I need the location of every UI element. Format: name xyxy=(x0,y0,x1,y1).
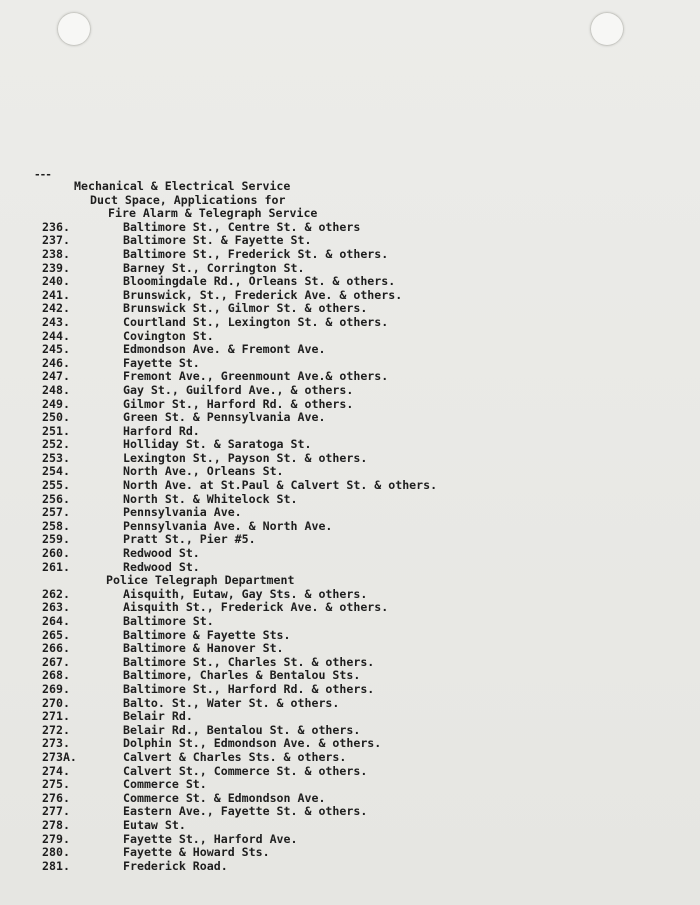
entry-description: Baltimore St. xyxy=(123,614,214,628)
entry-description: Baltimore St., Harford Rd. & others. xyxy=(123,681,375,696)
entry-description: Redwood St. xyxy=(123,546,200,561)
entry-description: Edmondson Ave. & Fremont Ave. xyxy=(123,342,326,357)
entry-number: 254. xyxy=(42,464,70,479)
entry-number: 237. xyxy=(42,233,70,248)
entry-row xyxy=(0,629,700,643)
entry-row xyxy=(0,343,700,357)
entry-row xyxy=(0,615,700,629)
entry-number: 261. xyxy=(42,559,70,574)
heading-sub: Duct Space, Applications for xyxy=(90,192,286,207)
entry-description: Gilmor St., Harford Rd. & others. xyxy=(123,396,354,411)
entry-number: 272. xyxy=(42,722,70,737)
margin-dash: --- xyxy=(34,168,51,181)
entry-number: 271. xyxy=(42,709,70,724)
entry-number: 273A. xyxy=(42,749,77,764)
entry-row xyxy=(0,262,700,276)
entry-row xyxy=(0,669,700,683)
entry-row xyxy=(0,601,700,615)
entry-row xyxy=(0,248,700,262)
entry-number: 243. xyxy=(42,314,70,329)
entry-description: Calvert St., Commerce St. & others. xyxy=(123,763,368,778)
entry-row xyxy=(0,683,700,697)
entry-description: Commerce St. xyxy=(123,777,207,792)
entry-row xyxy=(0,452,700,466)
entry-number: 265. xyxy=(42,627,70,642)
entry-row xyxy=(0,384,700,398)
entry-description: Commerce St. & Edmondson Ave. xyxy=(123,790,326,805)
entry-description: Gay St., Guilford Ave., & others. xyxy=(123,382,354,397)
entry-number: 280. xyxy=(42,845,70,860)
entry-description: Green St. & Pennsylvania Ave. xyxy=(123,410,326,425)
entry-row xyxy=(0,833,700,847)
entry-number: 241. xyxy=(42,287,70,302)
punch-hole-right xyxy=(590,12,624,46)
entry-number: 268. xyxy=(42,668,70,683)
section-heading-fire-alarm: Fire Alarm & Telegraph Service xyxy=(108,206,318,221)
entry-description: Baltimore St., Centre St. & others xyxy=(123,219,361,234)
entry-row xyxy=(0,656,700,670)
entry-row xyxy=(0,860,700,874)
entry-description: Baltimore & Hanover St. xyxy=(123,641,284,656)
entry-row xyxy=(0,275,700,289)
entry-number: 242. xyxy=(42,301,70,316)
entry-number: 260. xyxy=(42,546,70,561)
entry-description: Eutaw St. xyxy=(123,817,186,832)
heading-row xyxy=(0,180,700,194)
entry-number: 256. xyxy=(42,491,70,506)
entry-description: Baltimore & Fayette Sts. xyxy=(123,627,291,642)
entry-description: Baltimore St., Charles St. & others. xyxy=(123,654,375,669)
entry-description: North St. & Whitelock St. xyxy=(123,491,298,506)
entry-description: Fayette & Howard Sts. xyxy=(123,845,270,860)
entry-row xyxy=(0,724,700,738)
entry-row xyxy=(0,533,700,547)
entry-number: 262. xyxy=(42,586,70,601)
entry-description: Calvert & Charles Sts. & others. xyxy=(123,749,347,764)
entry-number: 258. xyxy=(42,518,70,533)
entry-row xyxy=(0,289,700,303)
entry-description: Frederick Road. xyxy=(123,858,228,873)
entry-description: Courtland St., Lexington St. & others. xyxy=(123,314,389,329)
section-heading-police: Police Telegraph Department xyxy=(106,573,295,588)
entry-description: North Ave., Orleans St. xyxy=(123,464,284,479)
entry-description: Belair Rd. xyxy=(123,709,193,724)
entry-description: Harford Rd. xyxy=(123,423,200,438)
police-telegraph-entries xyxy=(0,588,700,873)
entry-row xyxy=(0,411,700,425)
entry-row xyxy=(0,506,700,520)
entry-description: Aisquith St., Frederick Ave. & others. xyxy=(123,600,389,615)
entry-description: Aisquith, Eutaw, Gay Sts. & others. xyxy=(123,586,368,601)
heading-main: Mechanical & Electrical Service xyxy=(74,179,291,193)
entry-description: Redwood St. xyxy=(123,559,200,574)
entry-row xyxy=(0,765,700,779)
entry-description: Holliday St. & Saratoga St. xyxy=(123,437,312,452)
entry-row xyxy=(0,846,700,860)
entry-description: Barney St., Corrington St. xyxy=(123,260,305,275)
entry-number: 249. xyxy=(42,396,70,411)
entry-number: 276. xyxy=(42,790,70,805)
entry-number: 273. xyxy=(42,736,70,751)
entry-row xyxy=(0,520,700,534)
entry-row xyxy=(0,751,700,765)
entry-number: 255. xyxy=(42,478,70,493)
entry-row xyxy=(0,370,700,384)
section-row xyxy=(0,207,700,221)
entry-row xyxy=(0,316,700,330)
entry-description: Brunswick St., Gilmor St. & others. xyxy=(123,301,368,316)
entry-number: 238. xyxy=(42,246,70,261)
entry-number: 269. xyxy=(42,681,70,696)
entry-number: 252. xyxy=(42,437,70,452)
entry-number: 239. xyxy=(42,260,70,275)
entry-row xyxy=(0,805,700,819)
entry-number: 259. xyxy=(42,532,70,547)
entry-row xyxy=(0,737,700,751)
entry-row xyxy=(0,710,700,724)
entry-row xyxy=(0,561,700,575)
entry-number: 250. xyxy=(42,410,70,425)
entry-description: Belair Rd., Bentalou St. & others. xyxy=(123,722,361,737)
entry-number: 263. xyxy=(42,600,70,615)
entry-number: 275. xyxy=(42,777,70,792)
entry-description: Baltimore, Charles & Bentalou Sts. xyxy=(123,668,361,683)
entry-row xyxy=(0,792,700,806)
entry-description: Pennsylvania Ave. xyxy=(123,505,242,520)
entry-number: 257. xyxy=(42,505,70,520)
entry-row xyxy=(0,425,700,439)
entry-description: Fayette St. xyxy=(123,355,200,370)
entry-row xyxy=(0,547,700,561)
entry-row xyxy=(0,302,700,316)
entry-number: 248. xyxy=(42,382,70,397)
entry-row xyxy=(0,493,700,507)
entry-description: Covington St. xyxy=(123,328,214,343)
entry-description: Pennsylvania Ave. & North Ave. xyxy=(123,518,333,533)
entry-description: Pratt St., Pier #5. xyxy=(123,532,256,547)
entry-number: 270. xyxy=(42,695,70,710)
entry-row xyxy=(0,778,700,792)
entry-row xyxy=(0,642,700,656)
entry-row xyxy=(0,398,700,412)
entry-number: 277. xyxy=(42,804,70,819)
entry-number: 264. xyxy=(42,614,70,628)
index-listing xyxy=(0,180,700,873)
entry-description: Eastern Ave., Fayette St. & others. xyxy=(123,804,368,819)
entry-row xyxy=(0,479,700,493)
entry-number: 240. xyxy=(42,274,70,289)
section-row xyxy=(0,574,700,588)
entry-row xyxy=(0,234,700,248)
entry-row xyxy=(0,588,700,602)
entry-description: Bloomingdale Rd., Orleans St. & others. xyxy=(123,274,396,289)
entry-row xyxy=(0,357,700,371)
entry-number: 236. xyxy=(42,219,70,234)
entry-number: 278. xyxy=(42,817,70,832)
entry-description: Brunswick, St., Frederick Ave. & others. xyxy=(123,287,403,302)
punch-hole-left xyxy=(57,12,91,46)
entry-row xyxy=(0,819,700,833)
entry-number: 244. xyxy=(42,328,70,343)
entry-description: Fayette St., Harford Ave. xyxy=(123,831,298,846)
entry-number: 251. xyxy=(42,423,70,438)
entry-number: 245. xyxy=(42,342,70,357)
entry-row xyxy=(0,221,700,235)
entry-number: 267. xyxy=(42,654,70,669)
entry-description: Baltimore St., Frederick St. & others. xyxy=(123,246,389,261)
entry-number: 253. xyxy=(42,450,70,465)
entry-row xyxy=(0,697,700,711)
entry-description: Dolphin St., Edmondson Ave. & others. xyxy=(123,736,382,751)
entry-number: 266. xyxy=(42,641,70,656)
entry-description: Fremont Ave., Greenmount Ave.& others. xyxy=(123,369,389,384)
entry-number: 247. xyxy=(42,369,70,384)
entry-description: Lexington St., Payson St. & others. xyxy=(123,450,368,465)
fire-alarm-entries xyxy=(0,221,700,574)
entry-number: 246. xyxy=(42,355,70,370)
entry-row xyxy=(0,330,700,344)
entry-description: Baltimore St. & Fayette St. xyxy=(123,233,312,248)
entry-row xyxy=(0,465,700,479)
entry-description: North Ave. at St.Paul & Calvert St. & others. xyxy=(123,478,438,493)
entry-description: Balto. St., Water St. & others. xyxy=(123,695,340,710)
entry-number: 281. xyxy=(42,858,70,873)
entry-number: 279. xyxy=(42,831,70,846)
entry-number: 274. xyxy=(42,763,70,778)
entry-row xyxy=(0,438,700,452)
heading-row xyxy=(0,194,700,208)
